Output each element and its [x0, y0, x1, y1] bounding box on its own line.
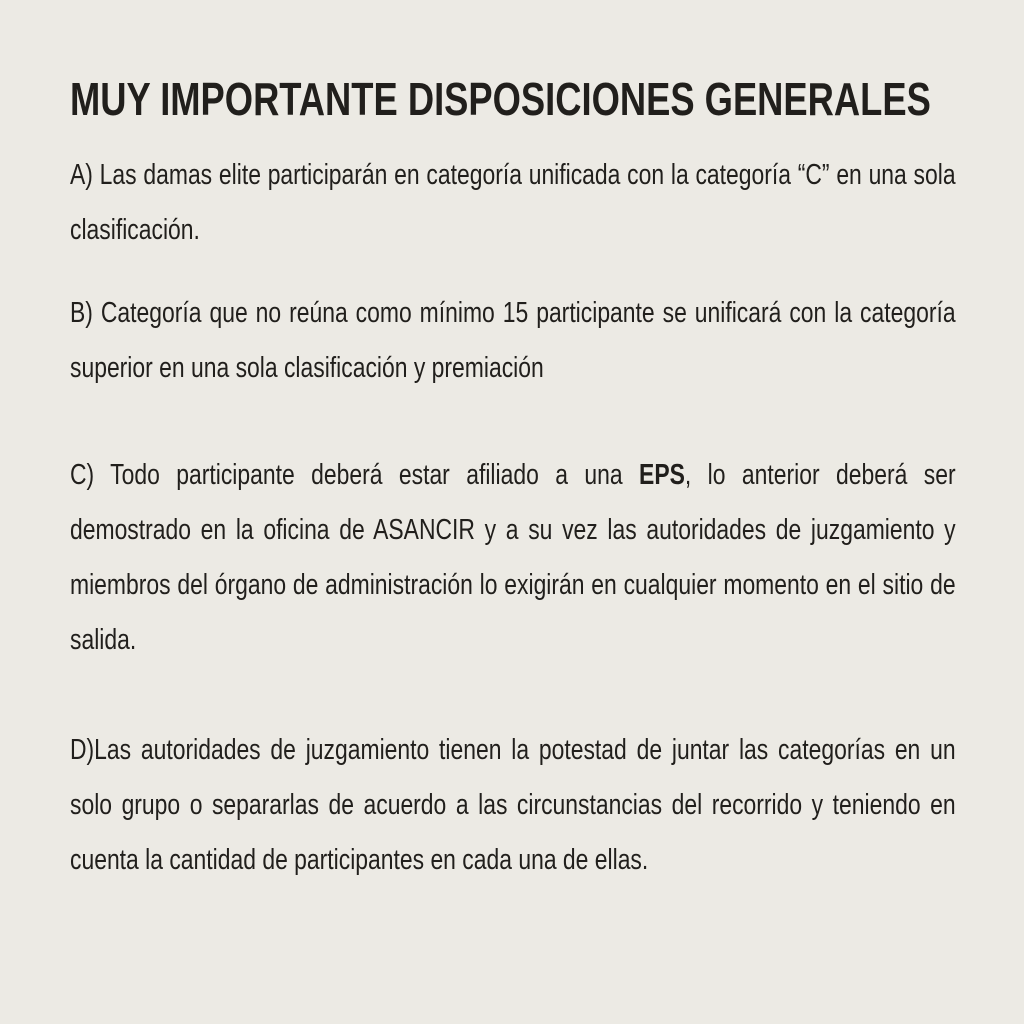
- paragraph-b: B) Categoría que no reúna como mínimo 15 participante se unificará con la categoría superior en una sola clasificación y premiación: [70, 297, 956, 384]
- paragraph-c-before-bold: C) Todo participante deberá estar afiliado a una: [70, 459, 640, 491]
- document-title: MUY IMPORTANTE DISPOSICIONES GENERALES: [70, 73, 931, 125]
- paragraph-c-after-bold: , lo anterior deberá ser demostrado en la oficina de ASANCIR y a su vez las autoridades de juzgamiento y miembros del órgano de administración lo exigirán en cualquier momento en el sitio de salida.: [70, 459, 956, 656]
- paragraph-d: D)Las autoridades de juzgamiento tienen la potestad de juntar las categorías en un solo grupo o separarlas de acuerdo a las circunstancias del recorrido y teniendo en cuenta la cantidad de participantes en cada una de ellas.: [70, 734, 956, 876]
- paragraph-c-bold-term: EPS: [639, 459, 685, 491]
- paragraph-a: A) Las damas elite participarán en categoría unificada con la categoría “C” en una sola clasificación.: [70, 159, 956, 246]
- paragraph-c: [70, 448, 956, 668]
